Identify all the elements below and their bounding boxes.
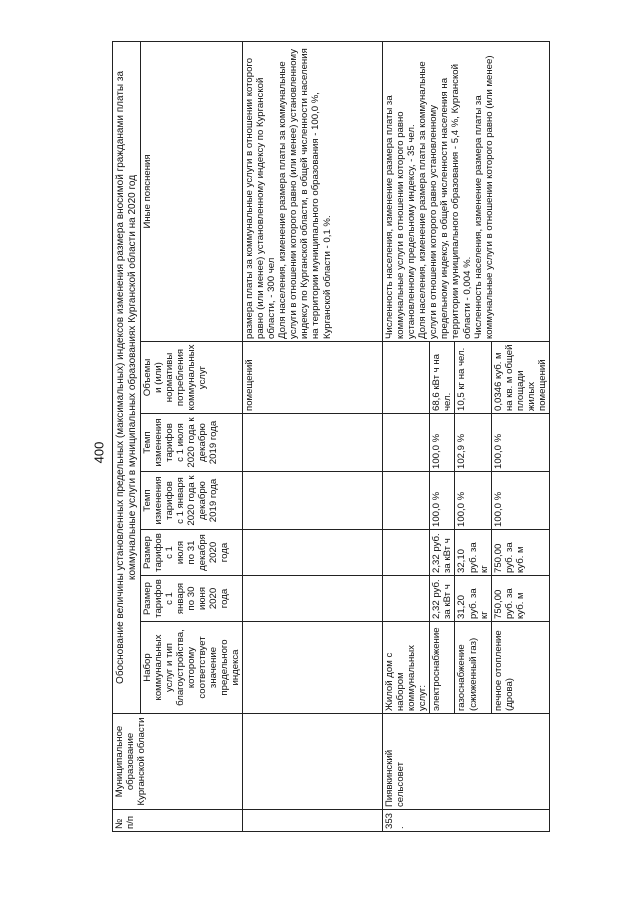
cell-empty: [383, 530, 430, 576]
rotated-table-wrapper: [112, 42, 612, 832]
entry-municipality: Пиявкинский сельсовет: [383, 714, 549, 810]
service-tariff-jul: 32,10 руб. за кг: [455, 530, 491, 576]
service-rate-jul: 100,0 %: [491, 414, 549, 472]
cell-empty: [383, 414, 430, 472]
entry-set-title: Жилой дом с набором коммунальных услуг:: [383, 622, 430, 714]
continuation-notes: размера платы за коммунальные услуги в отношении которого равно (или менее) установленному индексу по Курганской области, - 300 чел Доля населения, изменение размера платы за коммунальные услуги в отношении которого равно (или менее) установленному индексу по Курганской области, в общей численности населения на территории муниципального образования - 100,0 %, Курганской области - 0,1 %.: [243, 41, 383, 341]
service-volume: 10,5 кг на чел.: [455, 342, 491, 414]
tariff-index-table: [112, 41, 550, 832]
cell-empty: [243, 622, 383, 714]
service-rate-jan: 100,0 %: [455, 472, 491, 530]
service-tariff-jul: 2,32 руб. за кВт ч: [430, 530, 455, 576]
service-rate-jul: 102,9 %: [455, 414, 491, 472]
header-justification-title: Обоснование величины установленных предельных (максимальных) индексов изменения размера вносимой гражданами платы за коммунальные услуги в муниципальных образованиях Курганской области на 2020 год: [113, 41, 141, 713]
service-tariff-jul: 750,00 руб. за куб. м: [491, 530, 549, 576]
header-num: № п/п: [113, 810, 243, 832]
cell-empty: [243, 576, 383, 622]
service-rate-jul: 100,0 %: [430, 414, 455, 472]
service-tariff-jan: 31,20 руб. за кг: [455, 576, 491, 622]
service-rate-jan: 100,0 %: [491, 472, 549, 530]
service-volume: 0,0346 куб. м на кв. м общей площади жилых помещений: [491, 342, 549, 414]
service-name: газоснабжение (сжиженный газ): [455, 622, 491, 714]
cell-empty: [383, 472, 430, 530]
table-row-continuation: [243, 41, 383, 831]
cell-empty: [383, 342, 430, 414]
cell-empty: [243, 810, 383, 832]
table-row-entry-header: [383, 41, 430, 831]
header-rate-jan: Темп изменения тарифов с 1 января 2020 года к декабрю 2019 года: [141, 472, 243, 530]
service-tariff-jan: 750,00 руб. за куб. м: [491, 576, 549, 622]
cell-empty: [383, 576, 430, 622]
cell-empty: [243, 414, 383, 472]
header-municipality: Муниципальное образование Курганской области: [113, 714, 243, 810]
entry-num: 353.: [383, 810, 549, 832]
header-volumes: Объемы и (или) нормативы потребления коммунальных услуг: [141, 342, 243, 414]
service-volume: 68,6 кВт ч на чел.: [430, 342, 455, 414]
service-rate-jan: 100,0 %: [430, 472, 455, 530]
header-tariff-jan: Размер тарифов с 1 января по 30 июня 2020 года: [141, 576, 243, 622]
header-notes: Иные пояснения: [141, 41, 243, 341]
service-tariff-jan: 2,32 руб. за кВт ч: [430, 576, 455, 622]
page-number: 400: [91, 441, 107, 464]
header-rate-jul: Темп изменения тарифов с 1 июля 2020 года к декабрю 2019 года: [141, 414, 243, 472]
cell-empty: [243, 530, 383, 576]
header-service-set: Набор коммунальных услуг и тип благоустройства, которому соответствует значение предельного индекса: [141, 622, 243, 714]
continuation-volumes: помещений: [243, 342, 383, 414]
cell-empty: [243, 714, 383, 810]
entry-notes: Численность населения, изменение размера платы за коммунальные услуги в отношении которого равно установленному предельному индексу, - 35 чел. Доля населения, изменение размера платы за коммунальные услуги в отношении которого равно установленному предельному индексу, в общей численности населения на территории муниципального образования - 5,4 %, Курганской области - 0,004 %. Численность населения, изменение размера платы за коммунальные услуги в отношении которого равно (или менее): [383, 41, 549, 341]
header-tariff-jul: Размер тарифов с 1 июля по 31 декабря 2020 года: [141, 530, 243, 576]
service-name: печное отопление (дрова): [491, 622, 549, 714]
cell-empty: [243, 472, 383, 530]
service-name: электроснабжение: [430, 622, 455, 714]
